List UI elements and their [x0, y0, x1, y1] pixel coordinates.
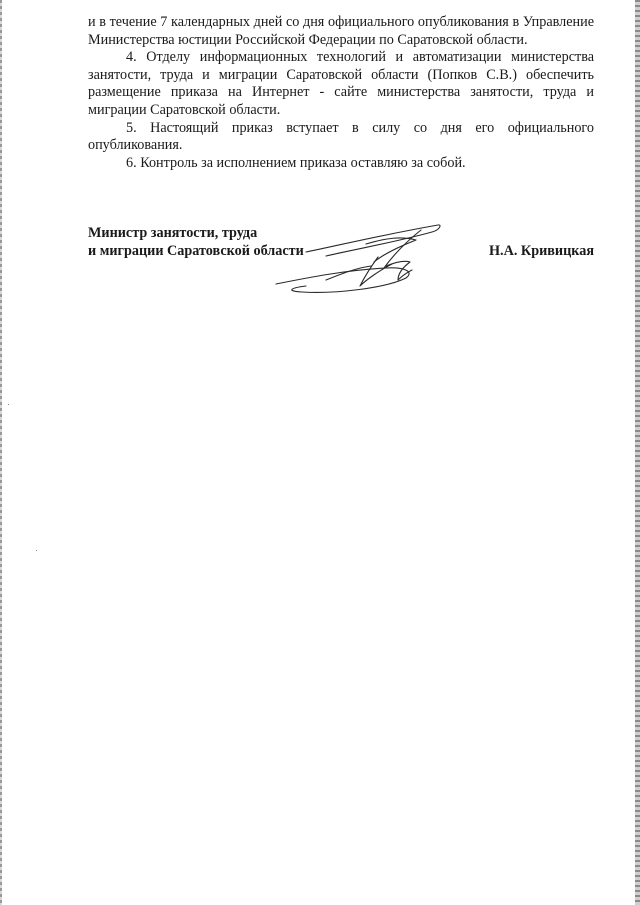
signatory-title-line2: и миграции Саратовской области	[88, 242, 304, 259]
signature-block	[88, 225, 594, 305]
signatory-name: Н.А. Кривицкая	[488, 242, 594, 259]
handwritten-signature-icon	[266, 222, 446, 298]
scan-right-edge	[635, 0, 640, 905]
signatory-title-line1: Министр занятости, труда	[88, 225, 258, 241]
scan-left-edge	[0, 0, 2, 905]
paragraph-item-4: 4. Отделу информационных технологий и автоматизации министерства занятости, труда и миграции Саратовской области (Попков С.В.) обеспечить размещение приказа на Интернет - сайте министерства занятости, труда и миграции Саратовской области.	[88, 49, 594, 118]
document-body	[88, 14, 594, 172]
scan-speck	[8, 404, 9, 405]
paragraph-continuation: и в течение 7 календарных дней со дня официального опубликования в Управление Министерства юстиции Российской Федерации по Саратовской области.	[88, 14, 594, 48]
paragraph-item-6: 6. Контроль за исполнением приказа оставляю за собой.	[126, 154, 466, 171]
paragraph-item-5: 5. Настоящий приказ вступает в силу со дня его официального опубликования.	[88, 119, 594, 154]
scan-speck	[36, 550, 37, 551]
